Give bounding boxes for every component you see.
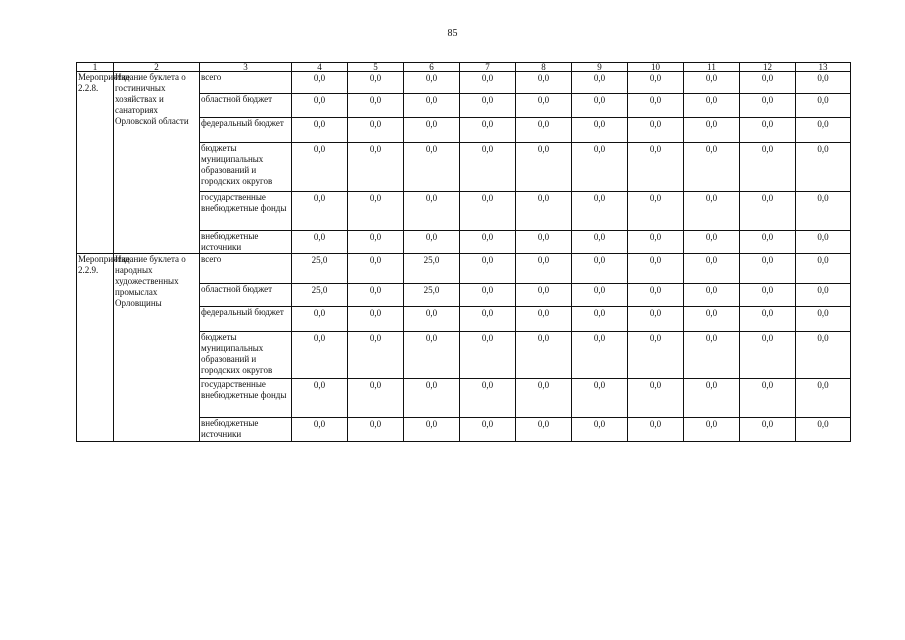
value-cell: 0,0 bbox=[460, 254, 516, 284]
column-header: 2 bbox=[114, 63, 200, 72]
column-header: 13 bbox=[796, 63, 851, 72]
funding-source: внебюджетные источники bbox=[200, 418, 292, 442]
column-header: 11 bbox=[684, 63, 740, 72]
value-cell: 0,0 bbox=[516, 143, 572, 192]
column-header: 6 bbox=[404, 63, 460, 72]
value-cell: 0,0 bbox=[684, 332, 740, 379]
value-cell: 0,0 bbox=[404, 72, 460, 94]
value-cell: 0,0 bbox=[572, 284, 628, 307]
value-cell: 0,0 bbox=[348, 94, 404, 118]
value-cell: 0,0 bbox=[516, 418, 572, 442]
table-row bbox=[77, 72, 851, 94]
value-cell: 25,0 bbox=[292, 254, 348, 284]
value-cell: 0,0 bbox=[572, 379, 628, 418]
value-cell: 0,0 bbox=[460, 307, 516, 332]
value-cell: 0,0 bbox=[292, 118, 348, 143]
value-cell: 0,0 bbox=[292, 307, 348, 332]
funding-source: всего bbox=[200, 254, 292, 284]
measure-title: Издание буклета о народных художественных промыслах Орловщины bbox=[114, 254, 200, 442]
value-cell: 0,0 bbox=[796, 307, 851, 332]
funding-source: бюджеты муниципальных образований и городских округов bbox=[200, 332, 292, 379]
value-cell: 0,0 bbox=[404, 418, 460, 442]
value-cell: 0,0 bbox=[348, 231, 404, 254]
value-cell: 0,0 bbox=[516, 379, 572, 418]
value-cell: 0,0 bbox=[516, 231, 572, 254]
page-number: 85 bbox=[447, 28, 458, 39]
value-cell: 0,0 bbox=[516, 118, 572, 143]
table-body bbox=[77, 63, 851, 442]
value-cell: 0,0 bbox=[348, 332, 404, 379]
value-cell: 0,0 bbox=[684, 118, 740, 143]
value-cell: 0,0 bbox=[348, 72, 404, 94]
value-cell: 0,0 bbox=[572, 72, 628, 94]
funding-source: областной бюджет bbox=[200, 94, 292, 118]
value-cell: 0,0 bbox=[460, 379, 516, 418]
value-cell: 0,0 bbox=[460, 192, 516, 231]
value-cell: 0,0 bbox=[348, 254, 404, 284]
value-cell: 0,0 bbox=[572, 118, 628, 143]
funding-source: государственные внебюджетные фонды bbox=[200, 379, 292, 418]
value-cell: 0,0 bbox=[516, 94, 572, 118]
value-cell: 0,0 bbox=[796, 254, 851, 284]
funding-source: федеральный бюджет bbox=[200, 307, 292, 332]
value-cell: 0,0 bbox=[572, 192, 628, 231]
value-cell: 0,0 bbox=[460, 118, 516, 143]
value-cell: 0,0 bbox=[628, 118, 684, 143]
value-cell: 0,0 bbox=[516, 307, 572, 332]
value-cell: 0,0 bbox=[460, 418, 516, 442]
value-cell: 0,0 bbox=[684, 284, 740, 307]
value-cell: 0,0 bbox=[740, 254, 796, 284]
value-cell: 0,0 bbox=[292, 332, 348, 379]
value-cell: 0,0 bbox=[404, 192, 460, 231]
value-cell: 0,0 bbox=[628, 231, 684, 254]
value-cell: 0,0 bbox=[404, 94, 460, 118]
value-cell: 0,0 bbox=[684, 192, 740, 231]
value-cell: 0,0 bbox=[796, 379, 851, 418]
value-cell: 0,0 bbox=[628, 254, 684, 284]
value-cell: 0,0 bbox=[348, 418, 404, 442]
value-cell: 0,0 bbox=[740, 418, 796, 442]
measure-code: Мероприятие 2.2.9. bbox=[77, 254, 114, 442]
column-header: 4 bbox=[292, 63, 348, 72]
value-cell: 0,0 bbox=[740, 72, 796, 94]
value-cell: 0,0 bbox=[516, 254, 572, 284]
funding-source: всего bbox=[200, 72, 292, 94]
value-cell: 0,0 bbox=[684, 254, 740, 284]
value-cell: 0,0 bbox=[348, 284, 404, 307]
value-cell: 0,0 bbox=[740, 231, 796, 254]
value-cell: 0,0 bbox=[292, 379, 348, 418]
value-cell: 0,0 bbox=[796, 284, 851, 307]
value-cell: 0,0 bbox=[796, 192, 851, 231]
value-cell: 0,0 bbox=[572, 94, 628, 118]
value-cell: 0,0 bbox=[628, 72, 684, 94]
value-cell: 0,0 bbox=[684, 379, 740, 418]
value-cell: 0,0 bbox=[628, 284, 684, 307]
value-cell: 0,0 bbox=[684, 72, 740, 94]
value-cell: 0,0 bbox=[460, 284, 516, 307]
value-cell: 0,0 bbox=[348, 118, 404, 143]
value-cell: 0,0 bbox=[292, 192, 348, 231]
funding-source: внебюджетные источники bbox=[200, 231, 292, 254]
value-cell: 0,0 bbox=[404, 307, 460, 332]
column-header: 10 bbox=[628, 63, 684, 72]
value-cell: 0,0 bbox=[348, 192, 404, 231]
value-cell: 0,0 bbox=[460, 72, 516, 94]
value-cell: 0,0 bbox=[404, 332, 460, 379]
column-header: 8 bbox=[516, 63, 572, 72]
value-cell: 0,0 bbox=[404, 118, 460, 143]
value-cell: 0,0 bbox=[740, 379, 796, 418]
value-cell: 0,0 bbox=[628, 94, 684, 118]
funding-source: государственные внебюджетные фонды bbox=[200, 192, 292, 231]
header-row bbox=[77, 63, 851, 72]
value-cell: 0,0 bbox=[572, 307, 628, 332]
value-cell: 0,0 bbox=[628, 332, 684, 379]
value-cell: 0,0 bbox=[516, 332, 572, 379]
column-header: 9 bbox=[572, 63, 628, 72]
value-cell: 0,0 bbox=[740, 94, 796, 118]
value-cell: 0,0 bbox=[460, 332, 516, 379]
value-cell: 0,0 bbox=[404, 231, 460, 254]
value-cell: 0,0 bbox=[516, 72, 572, 94]
value-cell: 0,0 bbox=[796, 94, 851, 118]
value-cell: 25,0 bbox=[404, 254, 460, 284]
value-cell: 0,0 bbox=[628, 192, 684, 231]
value-cell: 0,0 bbox=[684, 307, 740, 332]
value-cell: 0,0 bbox=[740, 192, 796, 231]
value-cell: 0,0 bbox=[572, 332, 628, 379]
value-cell: 0,0 bbox=[684, 94, 740, 118]
value-cell: 0,0 bbox=[796, 143, 851, 192]
value-cell: 0,0 bbox=[292, 94, 348, 118]
value-cell: 0,0 bbox=[628, 143, 684, 192]
value-cell: 0,0 bbox=[572, 143, 628, 192]
value-cell: 0,0 bbox=[740, 307, 796, 332]
value-cell: 0,0 bbox=[404, 379, 460, 418]
value-cell: 0,0 bbox=[572, 254, 628, 284]
measure-code: Мероприятие 2.2.8. bbox=[77, 72, 114, 254]
value-cell: 0,0 bbox=[628, 379, 684, 418]
column-header: 7 bbox=[460, 63, 516, 72]
table-row bbox=[77, 254, 851, 284]
value-cell: 0,0 bbox=[348, 143, 404, 192]
value-cell: 0,0 bbox=[796, 231, 851, 254]
value-cell: 0,0 bbox=[292, 231, 348, 254]
column-header: 3 bbox=[200, 63, 292, 72]
value-cell: 25,0 bbox=[292, 284, 348, 307]
value-cell: 0,0 bbox=[572, 231, 628, 254]
column-header: 5 bbox=[348, 63, 404, 72]
value-cell: 0,0 bbox=[292, 418, 348, 442]
value-cell: 0,0 bbox=[684, 231, 740, 254]
value-cell: 0,0 bbox=[292, 143, 348, 192]
value-cell: 0,0 bbox=[740, 332, 796, 379]
column-header: 12 bbox=[740, 63, 796, 72]
value-cell: 25,0 bbox=[404, 284, 460, 307]
value-cell: 0,0 bbox=[796, 118, 851, 143]
value-cell: 0,0 bbox=[740, 143, 796, 192]
value-cell: 0,0 bbox=[796, 418, 851, 442]
value-cell: 0,0 bbox=[572, 418, 628, 442]
value-cell: 0,0 bbox=[460, 143, 516, 192]
value-cell: 0,0 bbox=[740, 284, 796, 307]
value-cell: 0,0 bbox=[684, 418, 740, 442]
funding-source: областной бюджет bbox=[200, 284, 292, 307]
value-cell: 0,0 bbox=[740, 118, 796, 143]
value-cell: 0,0 bbox=[684, 143, 740, 192]
value-cell: 0,0 bbox=[516, 192, 572, 231]
measure-title: Издание буклета о гостиничных хозяйствах и санаториях Орловской области bbox=[114, 72, 200, 254]
column-header: 1 bbox=[77, 63, 114, 72]
value-cell: 0,0 bbox=[796, 72, 851, 94]
value-cell: 0,0 bbox=[460, 231, 516, 254]
value-cell: 0,0 bbox=[628, 418, 684, 442]
value-cell: 0,0 bbox=[796, 332, 851, 379]
value-cell: 0,0 bbox=[460, 94, 516, 118]
value-cell: 0,0 bbox=[516, 284, 572, 307]
funding-source: федеральный бюджет bbox=[200, 118, 292, 143]
value-cell: 0,0 bbox=[628, 307, 684, 332]
value-cell: 0,0 bbox=[348, 307, 404, 332]
value-cell: 0,0 bbox=[404, 143, 460, 192]
value-cell: 0,0 bbox=[348, 379, 404, 418]
budget-table bbox=[76, 62, 851, 442]
value-cell: 0,0 bbox=[292, 72, 348, 94]
funding-source: бюджеты муниципальных образований и городских округов bbox=[200, 143, 292, 192]
